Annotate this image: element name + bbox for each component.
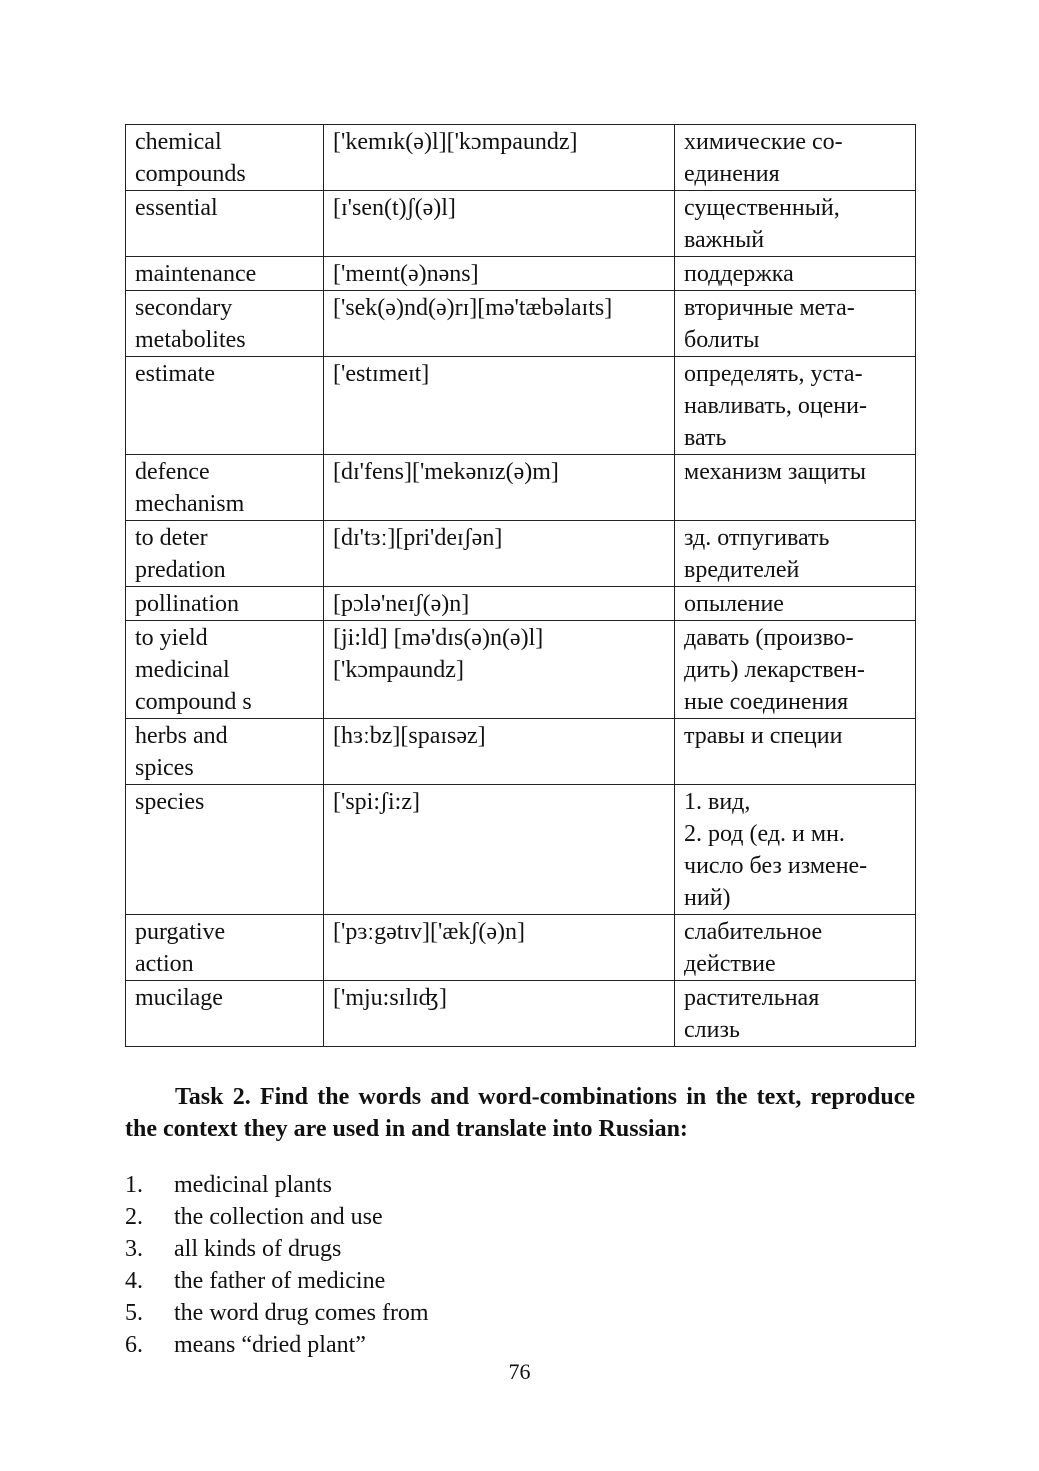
transcription-cell: [hɜːbz][spaɪsəz] — [324, 719, 675, 785]
table-row — [126, 455, 916, 521]
page-number: 76 — [508, 1359, 531, 1384]
term-cell: estimate — [126, 357, 324, 455]
translation-cell: слабительное действие — [675, 915, 916, 981]
term-cell: pollination — [126, 587, 324, 621]
table-row — [126, 257, 916, 291]
table-row — [126, 357, 916, 455]
term-cell: species — [126, 785, 324, 915]
vocabulary-table — [125, 124, 916, 1047]
item-number: 1. — [125, 1172, 143, 1198]
translation-cell: растительная слизь — [675, 981, 916, 1047]
translation-cell: существенный, важный — [675, 191, 916, 257]
item-number: 3. — [125, 1236, 143, 1262]
translation-cell: 1. вид, 2. род (ед. и мн. число без измене- ний) — [675, 785, 916, 915]
list-item — [125, 1201, 915, 1233]
transcription-cell: ['estɪmeɪt] — [324, 357, 675, 455]
table-row — [126, 621, 916, 719]
transcription-cell: [ɪ'sen(t)ʃ(ə)l] — [324, 191, 675, 257]
transcription-cell: ['kemɪk(ə)l]['kɔmpaundz] — [324, 125, 675, 191]
transcription-cell: ['spi:ʃi:z] — [324, 785, 675, 915]
table-row — [126, 291, 916, 357]
term-cell: mucilage — [126, 981, 324, 1047]
term-cell: purgative action — [126, 915, 324, 981]
table-row — [126, 191, 916, 257]
list-item — [125, 1265, 915, 1297]
translation-cell: определять, уста- навливать, оцени- вать — [675, 357, 916, 455]
transcription-cell: [pɔlə'neɪʃ(ə)n] — [324, 587, 675, 621]
term-cell: chemical compounds — [126, 125, 324, 191]
transcription-cell: [dɪ'tɜː][pri'deɪʃən] — [324, 521, 675, 587]
term-cell: to yield medicinal compound s — [126, 621, 324, 719]
transcription-cell: [ji:ld] [mə'dɪs(ə)n(ə)l] ['kɔmpaundz] — [324, 621, 675, 719]
page-content — [125, 124, 915, 1361]
term-cell: defence mechanism — [126, 455, 324, 521]
list-item — [125, 1233, 915, 1265]
item-text: the collection and use — [174, 1204, 383, 1230]
item-text: the father of medicine — [174, 1268, 386, 1294]
table-row — [126, 521, 916, 587]
translation-cell: травы и специи — [675, 719, 916, 785]
item-number: 4. — [125, 1268, 143, 1294]
transcription-cell: ['meɪnt(ə)nəns] — [324, 257, 675, 291]
term-cell: secondary metabolites — [126, 291, 324, 357]
term-cell: to deter predation — [126, 521, 324, 587]
table-row — [126, 785, 916, 915]
term-cell: maintenance — [126, 257, 324, 291]
item-number: 2. — [125, 1204, 143, 1230]
item-text: means “dried plant” — [174, 1332, 366, 1358]
item-text: medicinal plants — [174, 1172, 332, 1198]
translation-cell: зд. отпугивать вредителей — [675, 521, 916, 587]
table-row — [126, 719, 916, 785]
translation-cell: химические со- единения — [675, 125, 916, 191]
transcription-cell: ['pɜːgətɪv]['ækʃ(ə)n] — [324, 915, 675, 981]
translation-cell: поддержка — [675, 257, 916, 291]
task-list — [125, 1169, 915, 1361]
translation-cell: опыление — [675, 587, 916, 621]
task-heading: Task 2. Find the words and word-combinations in the text, reproduce the context they are used in and translate into Russian: — [125, 1084, 915, 1142]
item-text: the word drug comes from — [174, 1300, 429, 1326]
table-row — [126, 981, 916, 1047]
translation-cell: механизм защиты — [675, 455, 916, 521]
list-item — [125, 1297, 915, 1329]
list-item — [125, 1329, 915, 1361]
term-cell: herbs and spices — [126, 719, 324, 785]
item-number: 5. — [125, 1300, 143, 1326]
list-item — [125, 1169, 915, 1201]
transcription-cell: ['sek(ə)nd(ə)rɪ][mə'tæbəlaɪts] — [324, 291, 675, 357]
term-cell: essential — [126, 191, 324, 257]
translation-cell: вторичные мета- болиты — [675, 291, 916, 357]
item-text: all kinds of drugs — [174, 1236, 342, 1262]
table-row — [126, 915, 916, 981]
transcription-cell: [dɪ'fens]['mekənɪz(ə)m] — [324, 455, 675, 521]
transcription-cell: ['mju:sɪlɪʤ] — [324, 981, 675, 1047]
table-row — [126, 587, 916, 621]
translation-cell: давать (произво- дить) лекарствен- ные соединения — [675, 621, 916, 719]
table-row — [126, 125, 916, 191]
item-number: 6. — [125, 1332, 143, 1358]
